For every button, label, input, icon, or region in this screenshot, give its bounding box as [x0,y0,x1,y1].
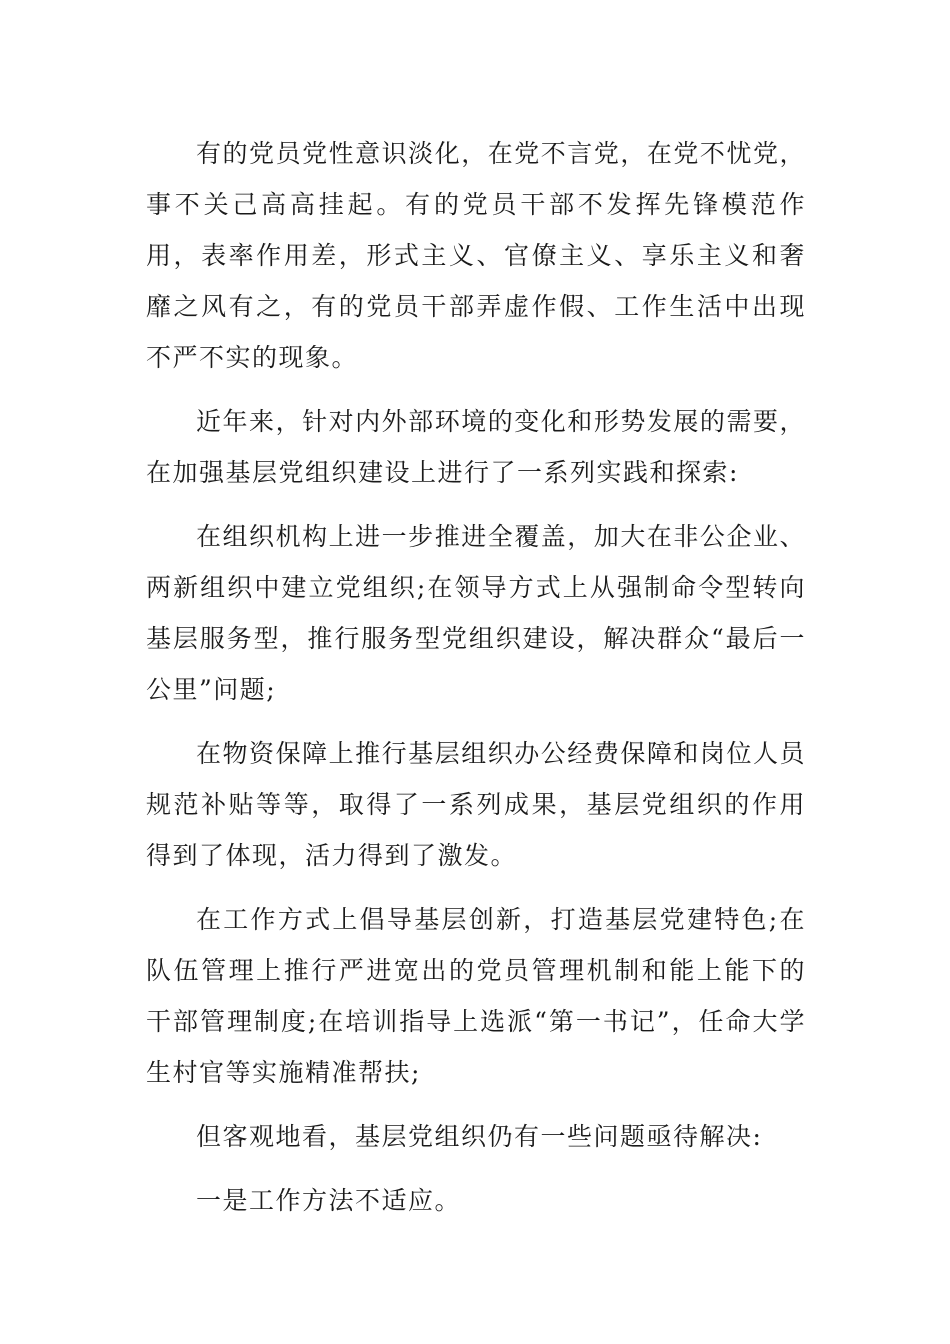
paragraph-2: 近年来，针对内外部环境的变化和形势发展的需要，在加强基层党组织建设上进行了一系列实践和探索: [146,407,806,487]
paragraph-1: 有的党员党性意识淡化，在党不言党，在党不忧党，事不关己高高挂起。有的党员干部不发挥先锋模范作用，表率作用差，形式主义、官僚主义、享乐主义和奢靡之风有之，有的党员干部弄虚作假、工作生活中出现不严不实的现象。 [146,139,806,372]
paragraph-4: 在物资保障上推行基层组织办公经费保障和岗位人员规范补贴等等，取得了一系列成果，基层党组织的作用得到了体现，活力得到了激发。 [146,739,806,870]
document-body [146,128,806,1239]
paragraph-5: 在工作方式上倡导基层创新，打造基层党建特色;在队伍管理上推行严进宽出的党员管理机制和能上能下的干部管理制度;在培训指导上选派“第一书记”，任命大学生村官等实施精准帮扶; [146,905,806,1087]
paragraph-7: 一是工作方法不适应。 [196,1186,462,1215]
paragraph-6: 但客观地看，基层党组织仍有一些问题亟待解决: [196,1122,763,1151]
paragraph-3: 在组织机构上进一步推进全覆盖，加大在非公企业、两新组织中建立党组织;在领导方式上从强制命令型转向基层服务型，推行服务型党组织建设，解决群众“最后一公里”问题; [146,522,806,704]
